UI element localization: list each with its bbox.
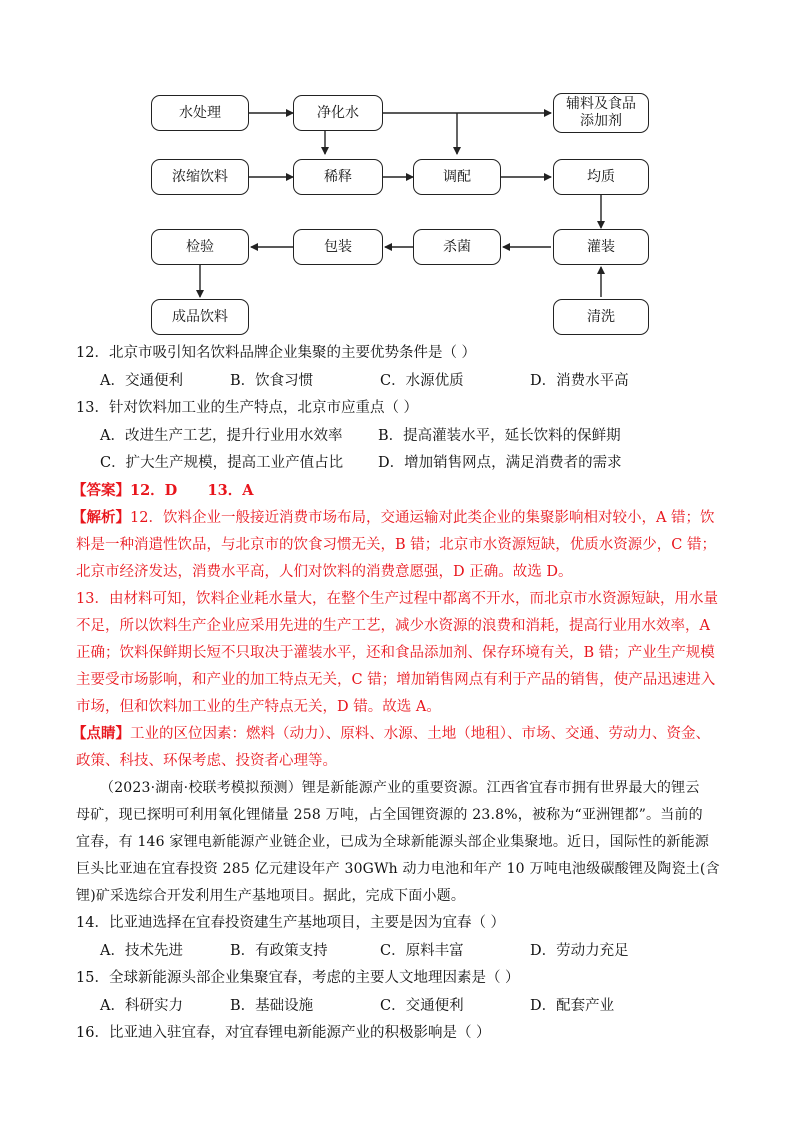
q13-option-c: C．扩大生产规模，提高工业产值占比 [100,455,344,471]
tip-label: 【点睛】 [72,725,130,742]
q14-option-b: B．有政策支持 [230,943,328,959]
q14-option-a: A．技术先进 [100,943,183,959]
material-line-4: 巨头比亚迪在宜春投资 285 亿元建设年产 30GWh 动力电池和年产 10 万吨电池级碳酸锂及陶瓷土(含 [76,861,720,877]
question-15-stem: 15．全球新能源头部企业集聚宜春，考虑的主要人文地理因素是（ ） [76,970,520,986]
node-additives: 辅料及食品 添加剂 [553,93,649,133]
q14-option-c: C．原料丰富 [380,943,464,959]
question-14-stem: 14．比亚迪选择在宜春投资建生产基地项目，主要是因为宜春（ ） [76,915,506,931]
analysis-line-4: 13．由材料可知，饮料企业耗水量大，在整个生产过程中都离不开水，而北京市水资源短缺，用水量 [76,591,718,607]
q13-option-b: B．提高灌装水平，延长饮料的保鲜期 [378,428,621,444]
node-water-treatment: 水处理 [151,95,249,131]
node-concentrate: 浓缩饮料 [151,159,249,195]
analysis-label: 【解析】 [72,509,130,526]
material-line-1: （2023·湖南·校联考模拟预测）锂是新能源产业的重要资源。江西省宜春市拥有世界最大的锂云 [100,780,700,796]
q13-option-d: D．增加销售网点，满足消费者的需求 [378,455,622,471]
question-16-stem: 16．比亚迪入驻宜春，对宜春锂电新能源产业的积极影响是（ ） [76,1025,491,1041]
analysis-line-3: 北京市经济发达，消费水平高，人们对饮料的消费意愿强，D 正确。故选 D。 [76,564,573,580]
question-13-stem: 13．针对饮料加工业的生产特点，北京市应重点（ ） [76,400,419,416]
analysis-line-6: 正确；饮料保鲜期长短不只取决于灌装水平，还和食品添加剂、保存环境有关，B 错；产业生产规模 [76,645,715,661]
analysis-line-5: 不足，所以饮料生产企业应采用先进的生产工艺，减少水资源的浪费和消耗，提高行业用水效率，A [76,618,710,634]
q15-option-b: B．基础设施 [230,998,314,1014]
analysis-line-1: 【解析】12．饮料企业一般接近消费市场布局，交通运输对此类企业的集聚影响相对较小，A 错；饮 [72,509,715,526]
q12-option-a: A．交通便利 [100,373,183,389]
q12-option-b: B．饮食习惯 [230,373,314,389]
beverage-process-flow-diagram [0,0,800,340]
node-sterilize: 杀菌 [413,229,501,265]
q12-option-c: C．水源优质 [380,373,464,389]
node-cleaning: 清洗 [553,299,649,335]
node-packaging: 包装 [293,229,383,265]
analysis-line-7: 主要受市场影响，和产业的加工特点无关，C 错；增加销售网点有利于产品的销售，使产品迅速进入 [76,672,716,688]
analysis-line-8: 市场，但和饮料加工业的生产特点无关，D 错。故选 A。 [76,699,441,715]
answer-label: 【答案】 [72,482,130,499]
tip-line-1: 【点睛】工业的区位因素：燃料（动力）、原料、水源、土地（地租）、市场、交通、劳动力、资金、 [72,725,710,742]
node-dilution: 稀释 [293,159,383,195]
node-inspection: 检验 [151,229,249,265]
node-finished-drink: 成品饮料 [151,299,249,335]
q15-option-a: A．科研实力 [100,998,183,1014]
q12-option-d: D．消费水平高 [530,373,629,389]
flow-arrows [0,0,800,340]
node-filling: 灌装 [553,229,649,265]
q14-option-d: D．劳动力充足 [530,943,629,959]
tip-line-2: 政策、科技、环保考虑、投资者心理等。 [76,753,337,769]
material-line-2: 母矿，现已探明可利用氧化锂储量 258 万吨，占全国锂资源的 23.8%，被称为“亚洲锂都”。当前的 [76,807,703,823]
question-13-options-row2 [100,453,740,473]
q15-option-c: C．交通便利 [380,998,464,1014]
question-14-options [100,941,740,961]
material-line-3: 宜春，有 146 家锂电新能源产业链企业，已成为全球新能源头部企业集聚地。近日，国际性的新能源 [76,834,710,850]
answer-line [72,481,253,501]
question-15-options [100,996,740,1016]
answer-text: 12．D 13．A [130,482,254,499]
node-purified-water: 净化水 [293,95,383,131]
question-12-stem: 12．北京市吸引知名饮料品牌企业集聚的主要优势条件是（ ） [76,345,477,361]
node-blending: 调配 [413,159,501,195]
node-homogenize: 均质 [553,159,649,195]
question-12-options [100,371,740,391]
question-13-options-row1 [100,426,740,446]
material-line-5: 锂)矿采选综合开发利用生产基地项目。据此，完成下面小题。 [76,888,466,904]
q15-option-d: D．配套产业 [530,998,615,1014]
q13-option-a: A．改进生产工艺，提升行业用水效率 [100,428,343,444]
analysis-line-2: 料是一种消遣性饮品，与北京市的饮食习惯无关，B 错；北京市水资源短缺，优质水资源少，C 错； [76,537,716,553]
